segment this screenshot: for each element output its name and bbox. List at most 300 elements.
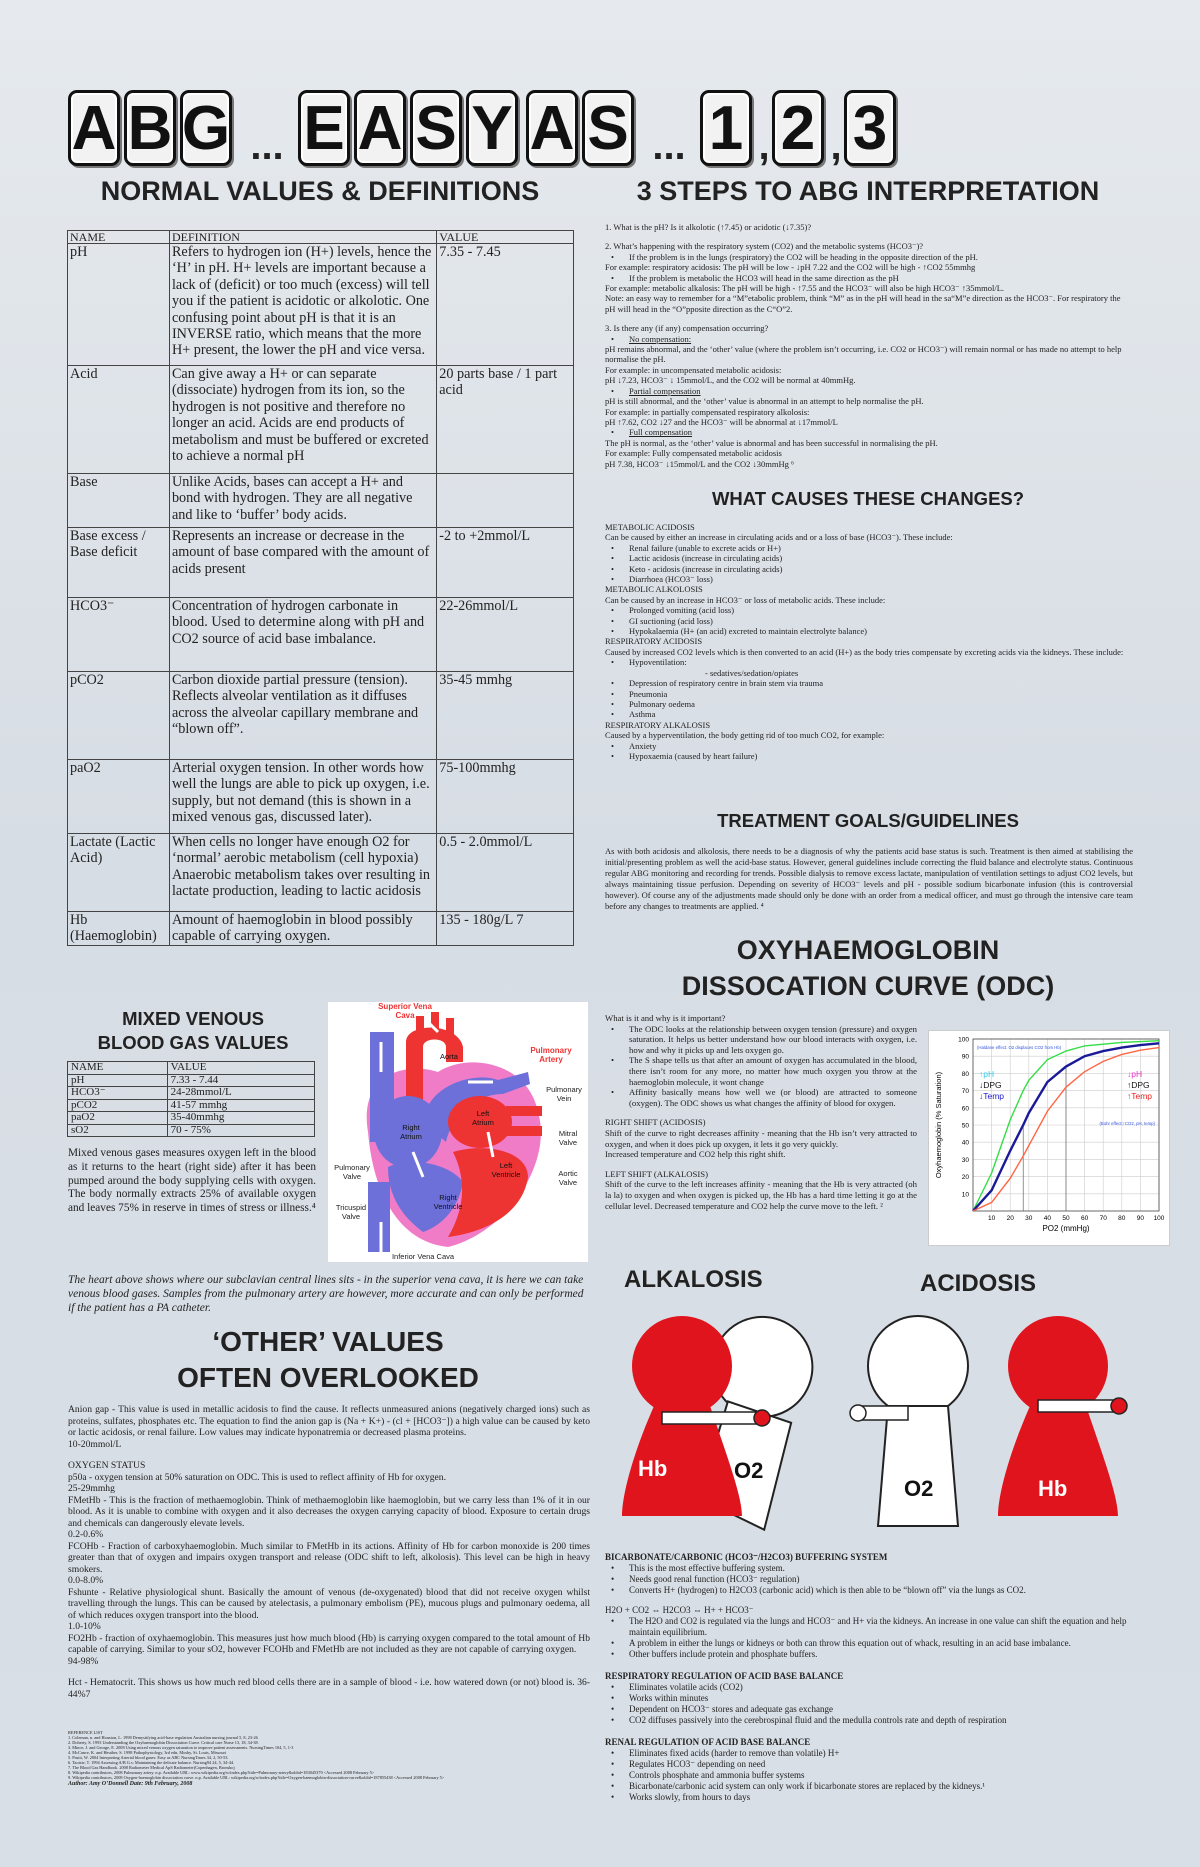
causes-line	[605, 605, 1133, 615]
causes-line	[605, 636, 1133, 646]
renal-item-text: Works slowly, from hours to days	[629, 1792, 751, 1802]
renal-item-text: Controls phosphate and ammonia buffer systems	[629, 1770, 805, 1780]
steps-line	[605, 252, 1133, 262]
bicarb-item-text: H2O + CO2 ⇔ H2CO3 ⇔ H+ + HCO3⁻	[605, 1605, 754, 1615]
treatment-heading: TREATMENT GOALS/GUIDELINES	[717, 810, 1019, 831]
steps-line	[605, 241, 1133, 251]
bullet-icon: •	[611, 1770, 615, 1780]
causes-line-text: RESPIRATORY ALKALOSIS	[605, 719, 711, 730]
title-letter-tile: A	[68, 90, 120, 166]
causes-line	[605, 616, 1133, 626]
causes-line-text: Can be caused by either an increase in circulating acids and or a loss of base (HCO3⁻). These include:	[605, 532, 953, 543]
poster-title	[68, 66, 1132, 166]
renal-item	[605, 1759, 1133, 1770]
reference-item: 2. Doherty, S. 1993 Understanding the Oxyhaemoglobin Dissociation Curve. Critical care Nurse 13, 18, 34-38.	[68, 1740, 259, 1745]
bicarb-item	[605, 1616, 1133, 1638]
title-separator: ,	[830, 124, 842, 168]
normal-values-row	[68, 672, 574, 760]
causes-line-text: Pneumonia	[629, 688, 668, 699]
heart-diagram	[328, 1002, 588, 1262]
normal-name-cell: HCO3⁻	[68, 598, 170, 672]
normal-value-cell: 20 parts base / 1 part acid	[437, 366, 574, 474]
label-aortic-valve: Aortic Valve	[558, 1169, 578, 1187]
resp-item	[605, 1715, 1133, 1726]
alkalosis-hb-label: Hb	[638, 1456, 668, 1481]
title-letter-tile: 3	[844, 90, 896, 166]
causes-line-text: GI suctioning (acid loss)	[629, 615, 713, 626]
steps-line-text: 1. What is the pH? Is it alkolotic (↑7.45) or acidotic (↓7.35)?	[605, 222, 812, 232]
steps-line-text: For example: metabolic alkalosis: The pH will be high - ↑7.55 and the HCO3⁻ will also be high HCO3⁻ ↑35mmol/L.	[605, 283, 1005, 294]
x-tick-label: 80	[1118, 1215, 1126, 1222]
odc-line-text: Shift of the curve to the left increases affinity - meaning that the Hb is very attracted (oh la la) to oxygen and when oxygen is picked up, the Hb has a hard time letting it go at the cellular level. Decreased temperature and CO2 help the curve move to the left. ²	[605, 1179, 917, 1211]
odc-line	[605, 1087, 917, 1108]
steps-line-text: pH remains abnormal, and the ‘other’ value (where the problem isn’t occurring, i.e. CO2 or HCO3⁻) will remain normal or has made no attempt to help normalise the pH.	[605, 344, 1122, 365]
causes-line	[605, 741, 1133, 751]
steps-line-text: If the problem is metabolic the HCO3 will head in the same direction as the pH	[629, 272, 899, 283]
causes-text	[605, 522, 1133, 761]
causes-line-text: RESPIRATORY ACIDOSIS	[605, 636, 703, 647]
y-tick-label: 10	[961, 1191, 969, 1199]
acidosis-heading: ACIDOSIS	[920, 1270, 1037, 1297]
x-tick-label: 10	[987, 1215, 996, 1222]
title-letter-tile: 2	[772, 90, 824, 166]
bullet-icon: •	[611, 333, 614, 344]
other-values-paragraph	[68, 1667, 590, 1677]
causes-line	[605, 564, 1133, 574]
other-values-paragraph: 0.2-0.6%	[68, 1529, 104, 1540]
steps-line	[605, 262, 1133, 272]
label-right-atrium: Right Atrium	[400, 1123, 422, 1141]
bullet-icon: •	[611, 626, 614, 637]
causes-line	[605, 595, 1133, 605]
title-letter-tile: A	[354, 90, 406, 166]
normal-def-cell: Can give away a H+ or can separate (dissociate) hydrogen from its ion, so the hydrogen is not positive and therefore no longer an acid. Acids are end products of metabolism and must be buffered or excreted to achieve a normal pH	[169, 366, 436, 474]
steps-heading: 3 STEPS TO ABG INTERPRETATION	[636, 176, 1100, 206]
title-separator: ...	[250, 124, 284, 168]
col-definition: DEFINITION	[169, 231, 436, 244]
title-letter-tile: Y	[466, 90, 518, 166]
other-values-text	[68, 1404, 590, 1700]
bicarb-item-text: Other buffers include protein and phosphate buffers.	[629, 1649, 818, 1659]
steps-line	[605, 438, 1133, 448]
odc-line-text: The ODC looks at the relationship between oxygen tension (pressure) and oxygen saturation. It helps us better understand how our blood interacts with oxygen, i.e. how and why it picks up and lets oxygen go.	[629, 1023, 917, 1055]
acidosis-hb-label: Hb	[1038, 1476, 1068, 1501]
bullet-icon: •	[611, 1715, 615, 1725]
normal-name-cell: Base excess / Base deficit	[68, 528, 170, 598]
renal-item	[605, 1792, 1133, 1803]
resp-item-text: Eliminates volatile acids (CO2)	[629, 1682, 743, 1692]
left-legend-item: ↓Temp	[979, 1091, 1005, 1101]
steps-line-text: 2. What’s happening with the respiratory system (CO2) and the metabolic systems (HCO3⁻)?	[605, 241, 924, 252]
bullet-icon: •	[611, 1616, 615, 1626]
y-tick-label: 70	[961, 1088, 969, 1096]
normal-def-cell: Arterial oxygen tension. In other words how well the lungs are able to pick up oxygen, i.e. supply, but not demand (this is shown in a mixed venous gas, discussed later).	[169, 760, 436, 834]
other-values-paragraph: OXYGEN STATUS	[68, 1460, 146, 1471]
normal-values-heading: NORMAL VALUES & DEFINITIONS	[100, 176, 540, 206]
causes-line	[605, 720, 1133, 730]
reference-item: 8. Wikipedia contributors, 2008 Pulmonary artery. n.p. Available URL: www.wikipedia.org/w/index.php?title=Pulmonary-artery&oldid=183045379 <Accessed 2008 February 5>	[68, 1770, 375, 1775]
mixed-venous-table	[67, 1061, 315, 1137]
steps-line	[605, 334, 1133, 344]
bullet-icon: •	[611, 1781, 615, 1791]
normal-values-row	[68, 912, 574, 946]
other-values-paragraph: Fshunte - Relative physiological shunt. Basically the amount of venous (de-oxygenated) blood that did not receive oxygen whilst travelling through the lungs. This can be caused by atelectasis, a pulmonary embolism (PE), mucous plugs and pulmonary oedema, all of which reduces oxygen transport into the blood.	[68, 1586, 590, 1621]
odc-heading-line2: DISSOCATION CURVE (ODC)	[681, 971, 1055, 1001]
normal-values-row	[68, 598, 574, 672]
bicarb-item	[605, 1649, 1133, 1660]
steps-line	[605, 448, 1133, 458]
odc-heading-line1: OXYHAEMOGLOBIN	[736, 935, 1000, 965]
causes-heading: WHAT CAUSES THESE CHANGES?	[711, 488, 1025, 509]
normal-name-cell: pH	[68, 244, 170, 366]
odc-line	[605, 1013, 917, 1024]
odc-line-text: RIGHT SHIFT (ACIDOSIS)	[605, 1117, 706, 1128]
other-values-heading	[68, 1324, 588, 1396]
other-values-paragraph: Hct - Hematocrit. This shows us how much red blood cells there are in a sample of blood - i.e. how watered down (or not) blood is. 36-44%7	[68, 1677, 590, 1700]
steps-text	[605, 222, 1133, 469]
causes-line-text: METABOLIC ALKOLOSIS	[605, 584, 703, 595]
normal-values-row	[68, 244, 574, 366]
steps-line-text: Full compensation	[629, 427, 693, 438]
bullet-icon: •	[611, 657, 614, 668]
y-tick-label: 60	[961, 1105, 969, 1113]
bullet-icon: •	[611, 1055, 615, 1066]
left-legend-item: ↑pH	[979, 1069, 995, 1079]
other-values-paragraph: 94-98%	[68, 1655, 99, 1667]
causes-line	[605, 532, 1133, 542]
steps-line-text: For example: respiratory acidosis: The pH will be low - ↓pH 7.22 and the CO2 will be high - ↑CO2 55mmhg	[605, 262, 976, 273]
bullet-icon: •	[611, 542, 614, 553]
y-tick-label: 20	[961, 1174, 969, 1182]
causes-line-text: Keto - acidosis (increase in circulating acids)	[629, 563, 783, 574]
causes-line	[605, 647, 1133, 657]
odc-line	[605, 1128, 917, 1149]
steps-line	[605, 323, 1133, 333]
reference-item: 1. Coleman, n. and Houston, L. 1998 Demystifying acid-base regulation Australian nursing journal 5, 8, 23-26	[68, 1735, 258, 1740]
odc-line	[605, 1179, 917, 1211]
odc-line	[605, 1055, 917, 1087]
other-values-paragraph: 25-29mmhg	[68, 1483, 115, 1494]
acidosis-figure	[838, 1306, 1138, 1546]
bullet-icon: •	[611, 698, 614, 709]
mixed-heading-line1: MIXED VENOUS	[122, 1008, 264, 1029]
mixed-value-cell: 35-40mmhg	[167, 1112, 314, 1125]
normal-value-cell	[437, 474, 574, 528]
title-letter-tile: S	[582, 90, 634, 166]
reference-item: 3. Mince, J. and George, E. 2008 Using mixed venous oxygen saturation to improve patient assessments. NursingTimes 104, 5, 1-3	[68, 1745, 294, 1750]
odc-line-text: Shift of the curve to right decreases affinity - meaning that the Hb isn’t very attracted to oxygen, and when it does pick up oxygen, it lets it go very quickly.	[605, 1127, 917, 1149]
steps-line-text: pH ↑7.62, CO2 ↓27 and the HCO3⁻ will be abnormal at ↓17mmol/L	[605, 416, 838, 427]
mixed-venous-text: Mixed venous gases measures oxygen left in the blood as it returns to the heart (right side) after it has been pumped around the body supplying cells with oxygen. The body normally extracts 25% of available oxygen and leaves 75% in reserve in times of stress or illness.⁴	[68, 1147, 316, 1215]
bullet-icon: •	[611, 1087, 615, 1098]
mixed-venous-row	[68, 1112, 315, 1125]
steps-line	[605, 365, 1133, 375]
steps-line-text: pH 7.38, HCO3⁻ ↓15mmol/L and the CO2 ↓30mmHg ⁶	[605, 458, 794, 469]
causes-line-text: Renal failure (unable to excrete acids or H+)	[629, 542, 781, 553]
normal-name-cell: Acid	[68, 366, 170, 474]
y-tick-label: 40	[961, 1139, 969, 1147]
bicarb-item-text: This is the most effective buffering system.	[629, 1563, 785, 1573]
bullet-icon: •	[611, 1759, 615, 1769]
label-pulmonary-vein: Pulmonary Vein	[546, 1085, 582, 1103]
bullet-icon: •	[611, 427, 614, 438]
bullet-icon: •	[611, 615, 614, 626]
steps-line	[605, 344, 1133, 365]
steps-line	[605, 396, 1133, 406]
causes-line-text: Pulmonary oedema	[629, 698, 695, 709]
other-heading-line2: OFTEN OVERLOOKED	[177, 1362, 479, 1393]
bullet-icon: •	[611, 1704, 615, 1714]
normal-value-cell: 0.5 - 2.0mmol/L	[437, 834, 574, 912]
steps-line-text: For example: in partially compensated respiratory alkolosis:	[605, 406, 810, 417]
steps-line	[605, 293, 1133, 314]
causes-line-text: Prolonged vomiting (acid loss)	[629, 605, 735, 616]
renal-item	[605, 1781, 1133, 1792]
resp-heading: RESPIRATORY REGULATION OF ACID BASE BALANCE	[605, 1671, 844, 1681]
normal-def-cell: Refers to hydrogen ion (H+) levels, hence the ‘H’ in pH. H+ levels are important because a lack of (deficit) or too much (excess) will tell you if the patient is acidotic or alkolotic. One confusing point about pH is that it is an INVERSE ratio, which means that the more H+ present, the lower the pH and vice versa.	[169, 244, 436, 366]
other-values-paragraph: Anion gap - This value is used in metallic acidosis to find the cause. It reflects unmeasured anions (negatively charged ions) such as proteins, sulfates, phosphates etc. The equation to find the anion gap is (Na + K+) - (cl + [HCO3⁻]) a high value can be caused by keto or lactic acidosis, or renal failure. Low values may indicate hyponatremia or decreased plasma proteins.	[68, 1404, 590, 1438]
buffer-section	[605, 1552, 1133, 1803]
resp-item	[605, 1704, 1133, 1715]
odc-line-text: The S shape tells us that after an amount of oxygen has accumulated in the blood, there isn’t room for any more, no matter how much oxygen you throw at the haemoglobin molecule, it wont change	[629, 1055, 917, 1087]
right-legend-item: ↓pH	[1127, 1069, 1143, 1079]
mixed-name-cell: HCO3⁻	[68, 1087, 168, 1100]
alkalosis-o2-label: O2	[734, 1458, 764, 1483]
renal-item-text: Bicarbonate/carbonic acid system can only work if bicarbonate stores are replaced by the kidneys.¹	[629, 1781, 986, 1791]
x-tick-label: 90	[1136, 1215, 1145, 1222]
resp-item	[605, 1682, 1133, 1693]
normal-name-cell: Base	[68, 474, 170, 528]
y-tick-label: 100	[958, 1036, 969, 1044]
odc-line	[605, 1149, 917, 1160]
bicarb-item	[605, 1638, 1133, 1649]
author-line: Author: Amy O’Donnell Date: 9th February, 2008	[68, 1781, 193, 1787]
renal-item	[605, 1748, 1133, 1759]
bicarb-item-text: Needs good renal function (HCO3⁻ regulation)	[629, 1574, 800, 1584]
y-tick-label: 50	[961, 1122, 969, 1130]
causes-line	[605, 730, 1133, 740]
causes-line-text: METABOLIC ACIDOSIS	[605, 522, 695, 532]
haldane-note: (Haldane effect: O2 displaces CO2 from Hb)	[977, 1045, 1062, 1050]
label-pulmonary-artery: Pulmonary Artery	[530, 1046, 572, 1064]
normal-values-row	[68, 760, 574, 834]
bicarb-item-text: A problem in either the lungs or kidneys or both can throw this equation out of whack, resulting in an acid base imbalance.	[629, 1638, 1071, 1648]
acidosis-o2-label: O2	[904, 1476, 934, 1501]
steps-line-text: Partial compensation	[629, 385, 701, 396]
label-left-atrium: Left Atrium	[472, 1109, 494, 1127]
causes-line	[605, 626, 1133, 636]
normal-values-row	[68, 366, 574, 474]
label-inferior-vena-cava: Inferior Vena Cava	[391, 1252, 455, 1261]
normal-value-cell: 7.35 - 7.45	[437, 244, 574, 366]
x-tick-label: 30	[1025, 1215, 1033, 1222]
normal-values-row	[68, 474, 574, 528]
odc-chart-svg	[929, 1031, 1169, 1245]
causes-line-text: Asthma	[629, 709, 656, 720]
reference-list	[68, 1730, 590, 1788]
causes-line	[605, 699, 1133, 709]
reference-item: 7. The Blood Gas Handbook. 2008 Radiometer Medical ApS Radiometer(Copenhagen, Bronshoj	[68, 1765, 235, 1770]
bullet-icon: •	[611, 1693, 615, 1703]
causes-line	[605, 751, 1133, 761]
bullet-icon: •	[611, 1023, 615, 1034]
mixed-col-name: NAME	[68, 1062, 168, 1075]
causes-line	[605, 678, 1133, 688]
bullet-icon: •	[611, 1748, 615, 1758]
title-letter-tile: S	[410, 90, 462, 166]
bullet-icon: •	[611, 1792, 615, 1802]
causes-line-text: Diarrhoea (HCO3⁻ loss)	[629, 574, 713, 585]
steps-line	[605, 459, 1133, 469]
mixed-value-cell: 24-28mmol/L	[167, 1087, 314, 1100]
causes-line-text: - sedatives/sedation/opiates	[705, 667, 799, 678]
causes-line-text: Can be caused by an increase in HCO3⁻ or loss of metabolic acids. These include:	[605, 594, 886, 605]
col-name: NAME	[68, 231, 170, 244]
reference-item: 5. Pruitt, W. 2004 Interpreting Arterial blood gases: Easy as ABC NursingTimes 34, 2, 50-53.	[68, 1755, 229, 1760]
mixed-venous-row	[68, 1074, 315, 1087]
reference-title: REFERENCE LIST	[68, 1730, 103, 1735]
renal-item-text: Eliminates fixed acids (harder to remove than volatile) H+	[629, 1748, 840, 1758]
reference-item: 4. McCance, K. and Heuther, S. 1998 Pathophysiology, 3rd edn, Mosby, St. Louis, Missouri	[68, 1750, 227, 1755]
mixed-name-cell: pCO2	[68, 1099, 168, 1112]
normal-def-cell: Unlike Acids, bases can accept a H+ and bond with hydrogen. They are all negative and like to ‘buffer’ body acids.	[169, 474, 436, 528]
bullet-icon: •	[611, 1682, 615, 1692]
label-aorta: Aorta	[440, 1052, 458, 1061]
bohr-note: (Bohr effect:↑CO2, pH, temp)	[1099, 1121, 1155, 1126]
odc-line-text: Increased temperature and CO2 help this right shift.	[605, 1149, 786, 1160]
mixed-heading-line2: BLOOD GAS VALUES	[97, 1032, 289, 1053]
title-separator: ,	[758, 124, 770, 168]
resp-item-text: CO2 diffuses passively into the cerebrospinal fluid and the medulla controls rate and depth of respiration	[629, 1715, 1007, 1725]
y-tick-label: 30	[961, 1156, 969, 1164]
bullet-icon: •	[611, 385, 614, 396]
y-tick-label: 80	[961, 1070, 969, 1078]
causes-line	[605, 543, 1133, 553]
mixed-col-value: VALUE	[167, 1062, 314, 1075]
other-values-paragraph: FO2Hb - fraction of oxyhaemoglobin. This measures just how much blood (Hb) is carrying oxygen compared to the total amount of Hb capable of carrying. Similar to your sO2, however FCOHb and FMetHb are not included as they are not capable of carrying oxygen.	[68, 1632, 590, 1655]
mixed-name-cell: paO2	[68, 1112, 168, 1125]
bullet-icon: •	[611, 1585, 615, 1595]
bullet-icon: •	[611, 574, 614, 585]
causes-line	[605, 668, 1133, 678]
other-values-paragraph	[68, 1450, 590, 1460]
normal-def-cell: Amount of haemoglobin in blood possibly capable of carrying oxygen.	[169, 912, 436, 946]
title-letter-tile: B	[124, 90, 176, 166]
mixed-name-cell: sO2	[68, 1124, 168, 1137]
steps-line-text: pH is still abnormal, and the ‘other’ value is abnormal in an attempt to help normalise the pH.	[605, 396, 924, 407]
bullet-icon: •	[611, 272, 614, 283]
resp-item-text: Works within minutes	[629, 1693, 709, 1703]
steps-line	[605, 386, 1133, 396]
mixed-value-cell: 70 - 75%	[167, 1124, 314, 1137]
steps-line-text: For example: Fully compensated metabolic acidosis	[605, 448, 782, 459]
resp-item-text: Dependent on HCO3⁻ stores and adequate gas exchange	[629, 1704, 833, 1714]
causes-line-text: Depression of respiratory centre in brain stem via trauma	[629, 678, 824, 689]
bicarb-item-text: Converts H+ (hydrogen) to H2CO3 (carbonic acid) which is then able to be “blown off” via the lungs as CO2.	[629, 1585, 1026, 1595]
steps-line	[605, 427, 1133, 437]
x-tick-label: 20	[1006, 1215, 1014, 1222]
mixed-venous-heading	[68, 1007, 318, 1055]
causes-line	[605, 574, 1133, 584]
steps-line-text: Note: an easy way to remember for a “M”etabolic problem, think “M” as in the pH will head in the sa“M”e direction as the HCO3⁻. For respiratory the pH will head in the “O”pposite direction as the C“O”2.	[605, 293, 1121, 314]
causes-line	[605, 584, 1133, 594]
mixed-name-cell: pH	[68, 1074, 168, 1087]
reference-item: 6. Taotsie, T. 1994 Assessing A/B G.s: Maintaining the delicate balance. Nursing94 24, 5, 34-44.	[68, 1760, 235, 1765]
bullet-icon: •	[611, 1638, 615, 1648]
other-values-paragraph: 0.0-8.0%	[68, 1575, 104, 1586]
steps-line	[605, 417, 1133, 427]
x-tick-label: 40	[1043, 1215, 1052, 1222]
causes-line-text: Hypoxaemia (caused by heart failure)	[629, 750, 758, 761]
bicarb-item	[605, 1563, 1133, 1574]
mixed-value-cell: 41-57 mmhg	[167, 1099, 314, 1112]
odc-line	[605, 1024, 917, 1056]
label-pulmonary-valve: Pulmonary Valve	[334, 1163, 370, 1181]
steps-line	[605, 375, 1133, 385]
bullet-icon: •	[611, 750, 614, 761]
bicarb-item	[605, 1605, 1133, 1616]
title-letter-tile: 1	[700, 90, 752, 166]
title-letter-tile: E	[298, 90, 350, 166]
mixed-value-cell: 7.33 - 7.44	[167, 1074, 314, 1087]
other-values-paragraph: FCOHb - Fraction of carboxyhaemoglobin. Much similar to FMetHb in its actions. Affinity of Hb for carbon monoxide is 200 times greater than that of oxygen and impairs oxygen transport and release (ODC shift to left, alkolosis). This level can be high in heavy smokers.	[68, 1540, 590, 1575]
bicarb-item	[605, 1585, 1133, 1596]
causes-line	[605, 657, 1133, 667]
bullet-icon: •	[611, 1649, 615, 1659]
treatment-text: As with both acidosis and alkolosis, there needs to be a diagnosis of why the patients acid base status is such. Treatment is then aimed at stabilising the initial/presenting problem as well the acid-base status. However, general guidelines include correcting the fluid balance and electrolyte status. Continuous regular ABG monitoring and recording for trends. Possible dialysis to remove excess lactate, manipulation of ventilation settings to adjust CO2 levels, but always maintaining tissue perfusion. Depending on severity of HCO3⁻ levels and pH - possible sodium bicarbonate infusion (this is controversial however). Of course any of the adjustments made should only be done with an order from a medical officer, and must go through the intensive care team before any changes to treatments are applied. ⁴	[605, 846, 1133, 911]
odc-line	[605, 1169, 917, 1180]
other-heading-line1: ‘OTHER’ VALUES	[212, 1326, 444, 1357]
label-superior-vena-cava: Superior Vena Cava	[378, 1002, 432, 1020]
normal-def-cell: Represents an increase or decrease in the amount of base compared with the amount of acids present	[169, 528, 436, 598]
odc-chart	[928, 1030, 1170, 1246]
mixed-venous-row	[68, 1087, 315, 1100]
title-separator: ...	[652, 124, 686, 168]
title-letter-tile: A	[526, 90, 578, 166]
heart-illustration	[328, 1002, 588, 1262]
causes-line	[605, 522, 1133, 532]
causes-line-text: Caused by a hyperventilation, the body getting rid of too much CO2, for example:	[605, 730, 885, 741]
normal-def-cell: When cells no longer have enough O2 for ‘normal’ aerobic metabolism (cell hypoxia) Anaerobic metabolism takes over resulting in lactate production, leading to lactic acidosis	[169, 834, 436, 912]
renal-item-text: Regulates HCO3⁻ depending on need	[629, 1759, 766, 1769]
bullet-icon: •	[611, 740, 614, 751]
odc-line-text: LEFT SHIFT (ALKALOSIS)	[605, 1168, 708, 1179]
alkalosis-heading: ALKALOSIS	[624, 1266, 763, 1293]
normal-value-cell: 35-45 mmhg	[437, 672, 574, 760]
odc-line-text: What is it and why is it important?	[605, 1013, 726, 1023]
odc-line	[605, 1117, 917, 1128]
normal-value-cell: 75-100mmhg	[437, 760, 574, 834]
bullet-icon: •	[611, 709, 614, 720]
bullet-icon: •	[611, 605, 614, 616]
label-mitral-valve: Mitral Valve	[558, 1129, 578, 1147]
normal-name-cell: Hb (Haemoglobin)	[68, 912, 170, 946]
causes-line	[605, 689, 1133, 699]
steps-line	[605, 407, 1133, 417]
causes-line-text: Hypokalaemia (H+ (an acid) excreted to maintain electrolyte balance)	[629, 626, 867, 637]
other-values-paragraph: 10-20mmol/L	[68, 1438, 122, 1450]
normal-value-cell: -2 to +2mmol/L	[437, 528, 574, 598]
odc-text	[605, 1013, 917, 1211]
bicarb-item	[605, 1574, 1133, 1585]
bullet-icon: •	[611, 251, 614, 262]
causes-line-text: Hypoventilation:	[629, 657, 687, 668]
right-legend-item: ↑DPG	[1127, 1080, 1150, 1090]
label-right-ventricle: Right Ventricle	[433, 1193, 463, 1211]
heart-caption: The heart above shows where our subclavian central lines sits - in the superior vena cava, it is here we can take venous blood gases. Samples from the pulmonary artery are however, more accurate and can only be performed if the patient has a PA catheter.	[68, 1274, 584, 1314]
normal-value-cell: 135 - 180g/L 7	[437, 912, 574, 946]
steps-line	[605, 283, 1133, 293]
